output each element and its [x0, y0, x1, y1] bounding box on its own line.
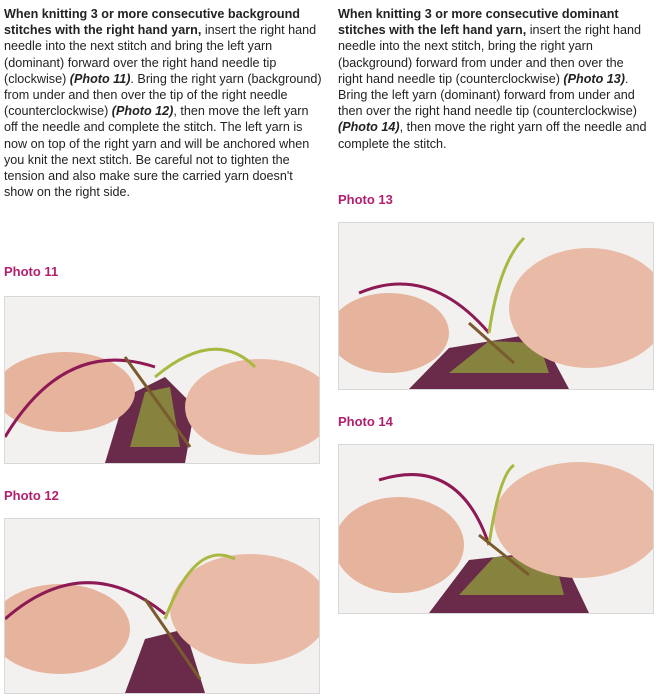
- photo-12-image: [4, 518, 320, 694]
- right-body-1: insert the right hand needle into the next stitch, bring the right yarn (background) forward from under and then over the right hand needle tip (counterclockwise): [338, 23, 642, 86]
- photo-11-caption: Photo 11: [4, 264, 59, 279]
- photo-12-caption: Photo 12: [4, 488, 59, 503]
- photo-11-image: [4, 296, 320, 464]
- left-body-3: , then move the left yarn off the needle and complete the stitch. The left yarn is now on top of the right yarn and will be anchored when you knit the next stitch. Be careful not to tighten the tension and also make sure the carried yarn doesn't show on the right side.: [4, 104, 310, 200]
- left-body-2: . Bring the right yarn (background) from under and then over the tip of the right needle (counterclockwise): [4, 71, 322, 119]
- photo-12-reference: (Photo 12): [111, 104, 174, 119]
- photo-14-caption: Photo 14: [338, 414, 393, 429]
- hands-knitting-icon: [339, 445, 653, 613]
- hands-knitting-icon: [5, 519, 319, 693]
- hands-knitting-icon: [339, 223, 653, 389]
- right-body-2: . Bring the left yarn (dominant) forward from under and then over the right hand needle tip (counterclockwise): [338, 71, 637, 119]
- photo-14-reference: (Photo 14): [338, 120, 400, 135]
- photo-13-image: [338, 222, 654, 390]
- hands-knitting-icon: [5, 297, 319, 463]
- right-column: [338, 0, 650, 152]
- left-column: [4, 0, 322, 200]
- left-instructions: [4, 6, 322, 200]
- right-instructions: [338, 6, 650, 152]
- right-body-3: , then move the right yarn off the needle and complete the stitch.: [338, 120, 647, 151]
- photo-14-image: [338, 444, 654, 614]
- photo-13-caption: Photo 13: [338, 192, 393, 207]
- left-body-1: insert the right hand needle into the next stitch and bring the left yarn (dominant) forward over the right hand needle tip (clockwise): [4, 23, 317, 86]
- photo-13-reference: (Photo 13): [563, 71, 625, 86]
- photo-11-reference: (Photo 11): [69, 71, 131, 86]
- left-heading: When knitting 3 or more consecutive background stitches with the right hand yarn,: [4, 7, 300, 38]
- right-heading: When knitting 3 or more consecutive dominant stitches with the left hand yarn,: [338, 7, 619, 38]
